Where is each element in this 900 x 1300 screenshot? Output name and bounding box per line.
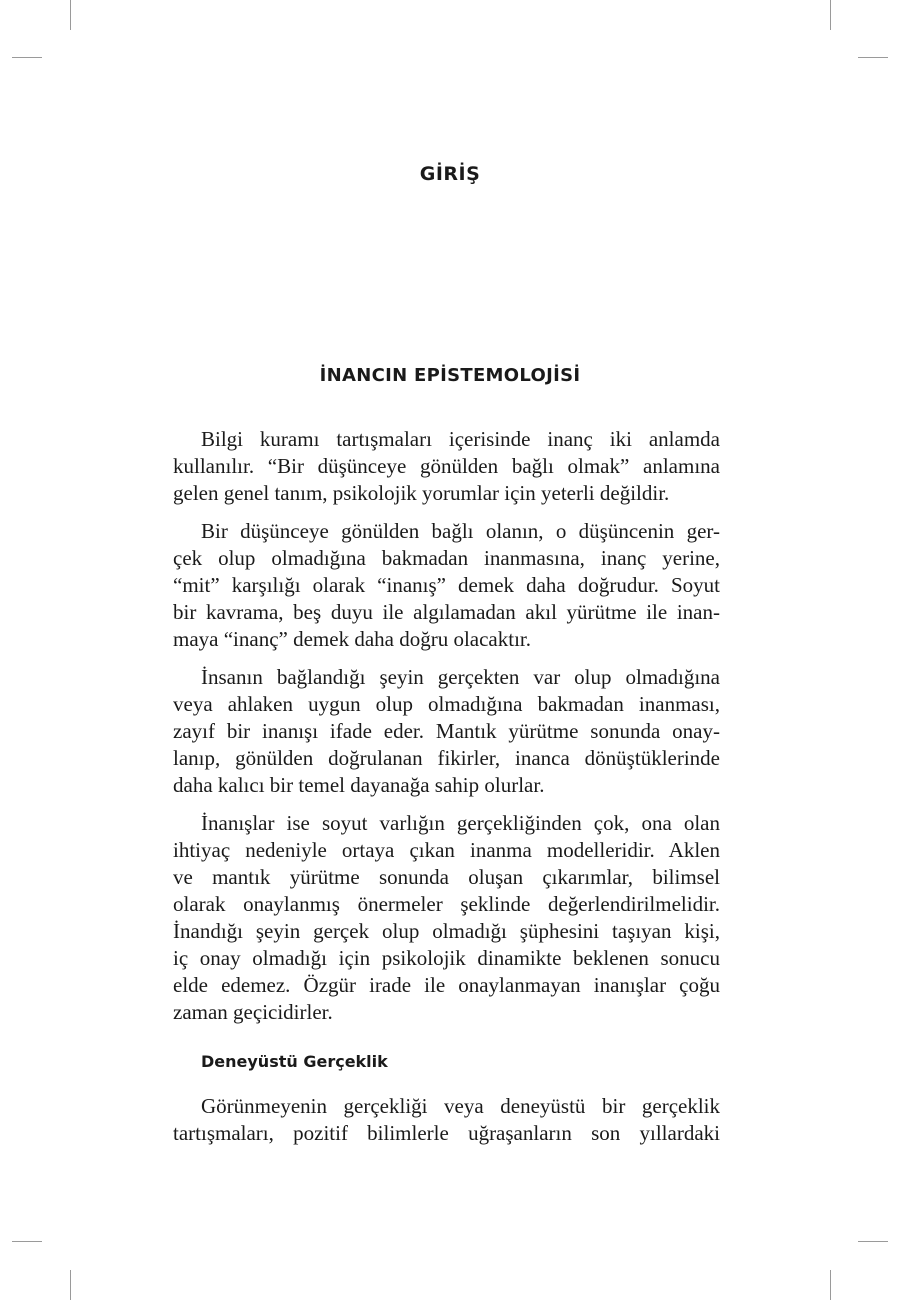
subheading: Deneyüstü Gerçeklik xyxy=(201,1052,388,1071)
text-line: bir kavrama, beş duyu ile algılamadan akıl yürütme ile inan- xyxy=(173,600,720,624)
paragraph xyxy=(173,1093,720,1147)
text-line: tartışmaları, pozitif bilimlerle uğraşanların son yıllardaki xyxy=(173,1121,720,1145)
crop-mark xyxy=(12,1241,42,1242)
text-line: daha kalıcı bir temel dayanağa sahip olurlar. xyxy=(173,773,545,797)
text-line: veya ahlaken uygun olup olmadığına bakmadan inanması, xyxy=(173,692,720,716)
text-line: Bir düşünceye gönülden bağlı olanın, o düşüncenin ger- xyxy=(201,519,720,543)
paragraph xyxy=(173,518,720,653)
crop-mark xyxy=(70,0,71,30)
body-text xyxy=(173,426,720,1158)
chapter-title: GİRİŞ xyxy=(419,163,481,185)
text-line: elde edemez. Özgür irade ile onaylanmayan inanışlar çoğu xyxy=(173,973,720,997)
text-line: ihtiyaç nedeniyle ortaya çıkan inanma modelleridir. Aklen xyxy=(173,838,720,862)
text-line: “mit” karşılığı olarak “inanış” demek daha doğrudur. Soyut xyxy=(173,573,720,597)
text-line: Bilgi kuramı tartışmaları içerisinde inanç iki anlamda xyxy=(201,427,720,451)
paragraph xyxy=(173,664,720,799)
text-line: çek olup olmadığına bakmadan inanmasına, inanç yerine, xyxy=(173,546,720,570)
text-line: zaman geçicidirler. xyxy=(173,1000,333,1024)
paragraph xyxy=(173,810,720,1026)
text-line: Görünmeyenin gerçekliği veya deneyüstü bir gerçeklik xyxy=(201,1094,720,1118)
text-line: İnanışlar ise soyut varlığın gerçekliğinden çok, ona olan xyxy=(201,811,720,835)
text-line: maya “inanç” demek daha doğru olacaktır. xyxy=(173,627,532,651)
text-line: gelen genel tanım, psikolojik yorumlar için yeterli değildir. xyxy=(173,481,670,505)
paragraph xyxy=(173,426,720,507)
text-line: kullanılır. “Bir düşünceye gönülden bağlı olmak” anlamına xyxy=(173,454,720,478)
crop-mark xyxy=(858,1241,888,1242)
section-title: İNANCIN EPİSTEMOLOJİSİ xyxy=(319,365,581,386)
text-line: lanıp, gönülden doğrulanan fikirler, inanca dönüştüklerinde xyxy=(173,746,720,770)
crop-mark xyxy=(12,57,42,58)
text-line: olarak onaylanmış önermeler şeklinde değerlendirilmelidir. xyxy=(173,892,720,916)
text-line: zayıf bir inanışı ifade eder. Mantık yürütme sonunda onay- xyxy=(173,719,720,743)
crop-mark xyxy=(830,0,831,30)
crop-mark xyxy=(70,1270,71,1300)
crop-mark xyxy=(830,1270,831,1300)
text-line: iç onay olmadığı için psikolojik dinamikte beklenen sonucu xyxy=(173,946,720,970)
text-line: İnandığı şeyin gerçek olup olmadığı şüphesini taşıyan kişi, xyxy=(173,919,720,943)
text-line: İnsanın bağlandığı şeyin gerçekten var olup olmadığına xyxy=(201,665,720,689)
crop-mark xyxy=(858,57,888,58)
text-line: ve mantık yürütme sonunda oluşan çıkarımlar, bilimsel xyxy=(173,865,720,889)
